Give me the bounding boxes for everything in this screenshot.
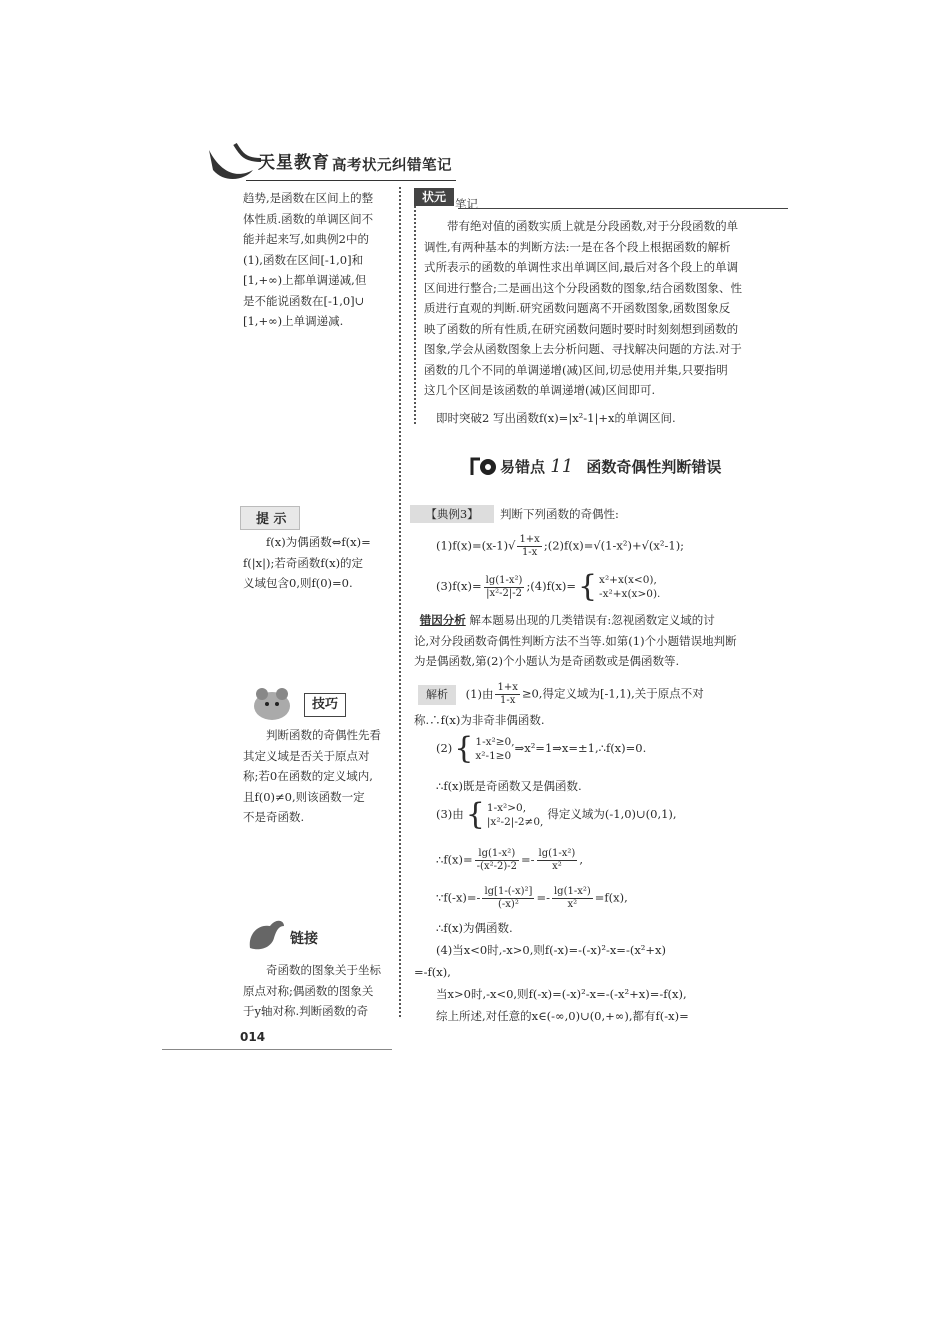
- example-problems-1-2: (1)f(x)=(x-1)√ $\frac{1+x}{1-x}$ ;(2)f(x)=√(1-x²)+√(x²-1);: [436, 534, 685, 558]
- section-title: [500, 456, 721, 477]
- note-line: 质进行直观的判断.研究函数问题离不开函数图象,函数图象反: [424, 301, 731, 315]
- link-text: [243, 960, 393, 1022]
- brand-name: 天星教育: [258, 153, 330, 173]
- fraction-numerator: lg(1-x²): [553, 886, 591, 897]
- case-line: |x²-2|-2≠0,: [486, 816, 544, 828]
- hint-line: 义域包含0,则f(0)=0.: [243, 576, 353, 590]
- solution-line: ∴f(x)为偶函数.: [436, 921, 513, 935]
- problem-4-prefix: ;(4)f(x)=: [526, 579, 576, 593]
- analysis-label: 错因分析: [419, 613, 466, 627]
- note-label: 笔记: [455, 197, 478, 211]
- tip-line: 称;若0在函数的定义域内,: [243, 769, 373, 783]
- section-prefix: 易错点: [500, 458, 546, 476]
- solution-text: (3)由: [436, 807, 464, 821]
- fraction-denominator: |x²-2|-2: [486, 587, 522, 599]
- solution-text: =f(x),: [594, 890, 628, 905]
- fraction-numerator: lg[1-(-x)²]: [484, 886, 533, 897]
- link-line: 奇函数的图象关于坐标: [266, 963, 381, 977]
- solution-part-3-expr: ∴f(x)= $\frac{\text{lg(1-x²)}}{\text{-(x²-2)-2}}$ =- $\frac{\text{lg(1-x²)}}{\text{x²}}$ ,: [436, 848, 583, 872]
- column-divider: [399, 187, 401, 1017]
- problem-2: ;(2)f(x)=√(1-x²)+√(x²-1);: [543, 538, 685, 553]
- solution-text: (1)由: [465, 686, 494, 701]
- sidebar-line: 能并起来写,如典例2中的: [243, 232, 369, 246]
- fraction-numerator: 1+x: [519, 534, 540, 545]
- solution-fraction: [482, 886, 534, 911]
- note-rule: [458, 208, 788, 209]
- solution-text: =-: [536, 890, 550, 905]
- sidebar-line: 体性质.函数的单调区间不: [243, 211, 374, 226]
- problem-1-fraction: [517, 534, 541, 559]
- solution-line: 称.∴f(x)为非奇非偶函数.: [414, 713, 545, 727]
- tip-text: [243, 725, 393, 828]
- solution-line: (4)当x<0时,-x>0,则f(-x)=-(-x)²-x=-(x²+x): [436, 943, 667, 957]
- sidebar-intro: [243, 188, 393, 332]
- solution-text: 得定义域为(-1,0)∪(0,1),: [547, 807, 677, 821]
- example-title: 判断下列函数的奇偶性:: [500, 507, 619, 521]
- sidebar-line: 趋势,是函数在区间上的整: [243, 191, 374, 205]
- error-point-icon: [470, 455, 498, 477]
- example-problems-3-4: [436, 569, 661, 604]
- fraction-denominator: (-x)²: [498, 899, 519, 910]
- note-line: 图象,学会从函数图象上去分析问题、寻找解决问题的方法.对于: [424, 342, 742, 356]
- link-line: 原点对称;偶函数的图象关: [243, 983, 374, 998]
- case-line: 1-x²>0,: [486, 802, 527, 814]
- solution-text: ≥0,得定义域为[-1,1),关于原点不对: [521, 686, 704, 701]
- note-badge: 状元: [414, 188, 454, 206]
- solution-fraction: [552, 886, 593, 911]
- link-line: 于y轴对称.判断函数的奇: [243, 1004, 369, 1018]
- solution-line: 当x>0时,-x<0,则f(-x)=(-x)²-x=-(-x²+x)=-f(x),: [436, 987, 687, 1001]
- system-cases: [475, 735, 514, 763]
- hint-line: f(x)为偶函数⇔f(x)=: [266, 535, 371, 549]
- bear-icon: [244, 684, 300, 722]
- note-line: 带有绝对值的函数实质上就是分段函数,对于分段函数的单: [447, 219, 739, 233]
- analysis-line: [414, 610, 784, 631]
- case-line: -x²+x(x>0).: [599, 588, 661, 600]
- fraction-numerator: lg(1-x²): [538, 848, 576, 859]
- note-line: 区间进行整合;二是画出这个分段函数的图象,结合函数图象、性: [424, 280, 743, 295]
- analysis-text: 解本题易出现的几类错误有:忽视函数定义域的讨: [469, 613, 715, 627]
- note-line: 函数的几个不同的单调递增(减)区间,切忌使用并集,只要指明: [424, 362, 728, 377]
- page-number: 014: [240, 1030, 266, 1044]
- sidebar-line: [1,+∞)上都单调递减,但: [243, 273, 367, 287]
- fraction-denominator: x²: [567, 899, 578, 910]
- tip-line: 不是奇函数.: [243, 810, 305, 824]
- solution-part-3-check: [436, 886, 628, 911]
- problem-3-prefix: (3)f(x)=: [436, 579, 482, 593]
- breakthrough-exercise: 即时突破2 写出函数f(x)=|x²-1|+x的单调区间.: [436, 411, 676, 425]
- fraction-numerator: lg(1-x²): [485, 574, 523, 586]
- piecewise-cases: [599, 573, 660, 601]
- brace: {: [465, 797, 485, 832]
- solution-tag: 解析: [418, 685, 456, 706]
- error-analysis: [414, 610, 784, 672]
- section-number: 11: [550, 456, 574, 477]
- solution-text: (2): [436, 741, 453, 755]
- fraction-numerator: 1+x: [497, 682, 518, 693]
- tip-line: 且f(0)≠0,则该函数一定: [243, 789, 365, 804]
- fraction-denominator: x²: [552, 861, 562, 872]
- section-heading: 函数奇偶性判断错误: [586, 458, 722, 476]
- note-border: [414, 206, 416, 424]
- solution-text: ∴f(x)=: [436, 852, 473, 867]
- hint-text: [243, 532, 393, 594]
- brace: {: [454, 731, 474, 766]
- hint-line: f(|x|);若奇函数f(x)的定: [243, 555, 364, 570]
- case-line: x²+x(x<0),: [599, 574, 657, 586]
- solution-fraction: [495, 682, 519, 707]
- link-label: 链接: [290, 931, 318, 947]
- brace: {: [577, 569, 598, 604]
- note-line: 映了函数的所有性质,在研究函数问题时要时时刻刻想到函数的: [424, 321, 739, 336]
- example-tag: 【典例3】: [410, 505, 494, 523]
- note-body: [424, 216, 782, 401]
- hint-label: 提 示: [256, 512, 287, 527]
- solution-text: ∵f(-x)=-: [436, 890, 481, 905]
- dinosaur-icon: [244, 914, 288, 954]
- problem-3-fraction: [484, 575, 525, 600]
- solution-text: =-: [520, 852, 535, 867]
- note-line: 调性,有两种基本的判断方法:一是在各个段上根据函数的解析: [424, 239, 731, 254]
- tip-line: 其定义域是否关于原点对: [243, 748, 370, 763]
- tip-label: 技巧: [304, 693, 346, 717]
- case-line: 1-x²≥0,: [475, 736, 515, 748]
- sidebar-line: (1),函数在区间[-1,0]和: [243, 252, 364, 267]
- solution-part-2: [436, 731, 647, 766]
- analysis-line: 论,对分段函数奇偶性判断方法不当等.如第(1)个小题错误地判断: [414, 633, 737, 648]
- solution-part-3: [436, 797, 677, 832]
- header-rule: [246, 180, 456, 181]
- note-line: 式所表示的函数的单调性求出单调区间,最后对各个段上的单调: [424, 260, 739, 274]
- note-line: 这几个区间是该函数的单调递增(减)区间即可.: [424, 383, 656, 397]
- sidebar-line: 是不能说函数在[-1,0]∪: [243, 293, 365, 308]
- analysis-line: 为是偶函数,第(2)个小题认为是奇函数或是偶函数等.: [414, 654, 680, 668]
- header-title: 高考状元纠错笔记: [332, 157, 452, 174]
- fraction-numerator: lg(1-x²): [475, 848, 519, 861]
- solution-line: ∴f(x)既是奇函数又是偶函数.: [436, 779, 582, 793]
- solution-text: ⇒x²=1⇒x=±1,∴f(x)=0.: [514, 741, 647, 755]
- solution-line: =-f(x),: [414, 965, 451, 979]
- case-line: x²-1≥0: [475, 750, 512, 762]
- sidebar-line: [1,+∞)上单调递减.: [243, 314, 344, 328]
- system-cases: [487, 801, 543, 829]
- footer-rule: [162, 1049, 392, 1050]
- solution-fraction: [475, 848, 519, 873]
- fraction-denominator: 1-x: [521, 547, 538, 558]
- solution-fraction: [537, 848, 578, 873]
- tip-line: 判断函数的奇偶性先看: [266, 728, 381, 742]
- solution-line-1: [418, 682, 704, 707]
- fraction-denominator: 1-x: [499, 695, 516, 706]
- problem-1-prefix: (1)f(x)=(x-1): [436, 538, 509, 553]
- solution-line: 综上所述,对任意的x∈(-∞,0)∪(0,+∞),都有f(-x)=: [436, 1009, 689, 1023]
- fraction-denominator: -(x²-2)-2: [476, 861, 517, 872]
